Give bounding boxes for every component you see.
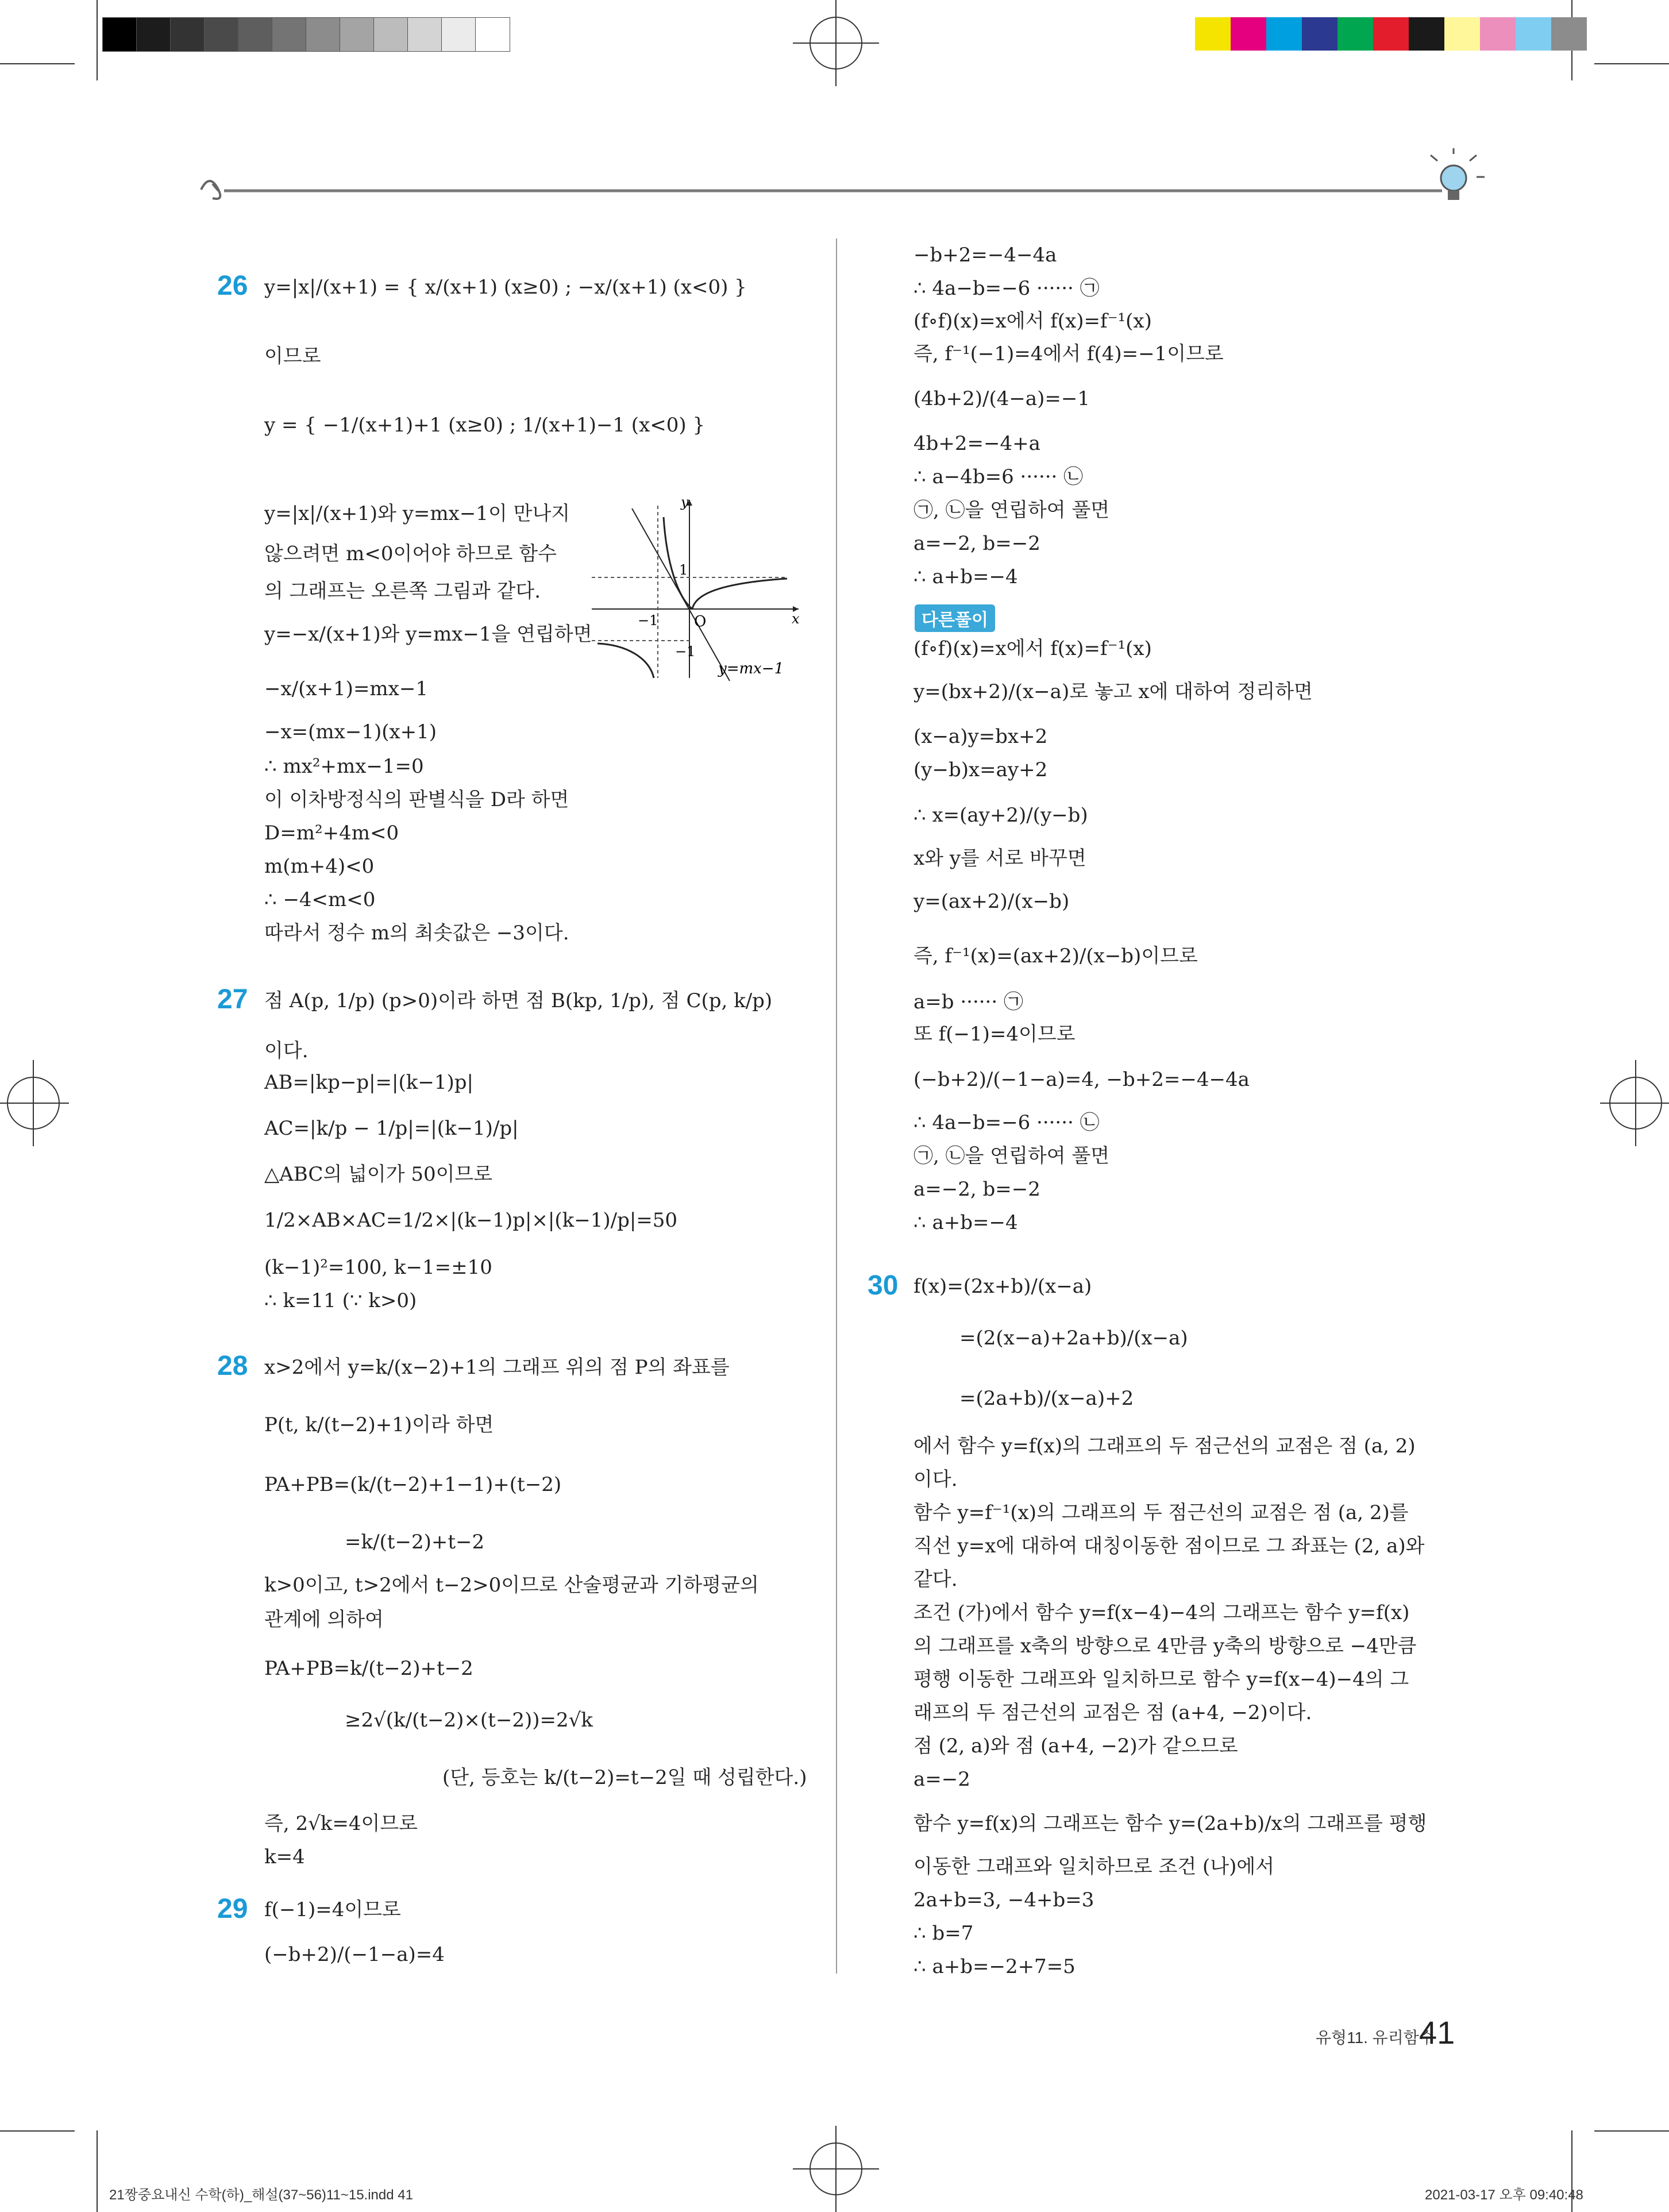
alt-line: 또 f(−1)=4이므로 [913, 1023, 1076, 1046]
file-name: 21짱중요내신 수학(하)_해설(37~56)11~15.indd 41 [109, 2187, 413, 2203]
registration-mark-left [0, 1060, 69, 1146]
p30-line: 함수 y=f(x)의 그래프는 함수 y=(2a+b)/x의 그래프를 평행 [913, 1812, 1427, 1835]
gray-swatch [441, 17, 476, 52]
problem-27-number: 27 [217, 984, 248, 1015]
gray-swatch [340, 17, 375, 52]
p26-line: D=m²+4m<0 [264, 822, 399, 845]
column-divider [836, 238, 837, 1974]
p30-line: 이다. [913, 1468, 958, 1491]
p29-cont-line: −b+2=−4−4a [913, 244, 1057, 267]
color-swatch [1444, 17, 1480, 51]
p30-line: 점 (2, a)와 점 (a+4, −2)가 같으므로 [913, 1735, 1238, 1758]
color-swatch [1195, 17, 1231, 51]
p26-line: y=|x|/(x+1) = { x/(x+1) (x≥0) ; −x/(x+1) (x<0) } [264, 276, 747, 299]
graph-origin: O [694, 613, 707, 630]
p26-line: 이 이차방정식의 판별식을 D라 하면 [264, 788, 569, 811]
graph-line-label: y=mx−1 [718, 660, 784, 677]
gray-swatch [136, 17, 171, 52]
gray-swatch [102, 17, 137, 52]
p28-line: PA+PB=k/(t−2)+t−2 [264, 1657, 473, 1680]
p28-line: (단, 등호는 k/(t−2)=t−2일 때 성립한다.) [442, 1766, 807, 1789]
p27-line: AB=|kp−p|=|(k−1)p| [264, 1071, 473, 1094]
print-timestamp: 2021-03-17 오후 09:40:48 [1425, 2187, 1583, 2203]
gray-swatch [306, 17, 341, 52]
p26-line: y=−x/(x+1)와 y=mx−1을 연립하면 [264, 623, 592, 646]
section-label: 유형11. 유리함수 [1316, 2029, 1435, 2047]
p30-line: 의 그래프를 x축의 방향으로 4만큼 y축의 방향으로 −4만큼 [913, 1635, 1417, 1658]
p30-line: ∴ a+b=−2+7=5 [913, 1955, 1076, 1978]
gray-swatch [272, 17, 307, 52]
registration-mark-right [1600, 1060, 1669, 1146]
p28-line: 즉, 2√k=4이므로 [264, 1812, 418, 1835]
problem-29-number: 29 [217, 1894, 248, 1924]
color-swatch [1231, 17, 1266, 51]
alt-line: (x−a)y=bx+2 [913, 725, 1048, 748]
p30-line: 함수 y=f⁻¹(x)의 그래프의 두 점근선의 교점은 점 (a, 2)를 [913, 1501, 1409, 1524]
lightbulb-icon [1442, 155, 1443, 156]
color-swatch [1337, 17, 1373, 51]
p30-line: ∴ b=7 [913, 1922, 974, 1945]
alt-line: x와 y를 서로 바꾸면 [913, 847, 1086, 870]
p26-line: ∴ −4<m<0 [264, 888, 376, 911]
p29-cont-line: (4b+2)/(4−a)=−1 [913, 387, 1090, 410]
p28-line: k=4 [264, 1845, 305, 1868]
p26-line: y=|x|/(x+1)와 y=mx−1이 만나지 [264, 502, 571, 525]
color-swatch [1409, 17, 1444, 51]
p29-cont-line: ㉠, ㉡을 연립하여 풀면 [913, 499, 1110, 522]
p29-cont-line: ∴ 4a−b=−6 ······ ㉠ [913, 277, 1100, 300]
p27-line: ∴ k=11 (∵ k>0) [264, 1289, 417, 1312]
graph-tick-neg-one-y: −1 [675, 643, 696, 660]
p26-line: 이므로 [264, 345, 321, 368]
gray-swatch [204, 17, 239, 52]
problem-26-number: 26 [217, 271, 248, 301]
p29-cont-line: (f∘f)(x)=x에서 f(x)=f⁻¹(x) [913, 310, 1152, 333]
alt-line: (f∘f)(x)=x에서 f(x)=f⁻¹(x) [913, 637, 1152, 660]
header-rule [190, 144, 1500, 207]
p27-line: 이다. [264, 1039, 309, 1062]
alt-line: ㉠, ㉡을 연립하여 풀면 [913, 1144, 1110, 1167]
registration-mark-top [793, 0, 879, 86]
p26-line: y = { −1/(x+1)+1 (x≥0) ; 1/(x+1)−1 (x<0) } [264, 414, 706, 437]
p28-line: k>0이고, t>2에서 t−2>0이므로 산술평균과 기하평균의 [264, 1574, 759, 1597]
p30-line: 평행 이동한 그래프와 일치하므로 함수 y=f(x−4)−4의 그 [913, 1668, 1409, 1691]
p29-line: f(−1)=4이므로 [264, 1898, 401, 1921]
p30-line: =(2a+b)/(x−a)+2 [959, 1387, 1134, 1410]
alt-line: y=(bx+2)/(x−a)로 놓고 x에 대하여 정리하면 [913, 680, 1313, 703]
problem-28-number: 28 [217, 1351, 248, 1381]
p30-line: =(2(x−a)+2a+b)/(x−a) [959, 1327, 1188, 1350]
alt-solution-tag: 다른풀이 [915, 604, 995, 632]
p30-line: 조건 (가)에서 함수 y=f(x−4)−4의 그래프는 함수 y=f(x) [913, 1601, 1410, 1624]
color-swatch [1373, 17, 1409, 51]
p27-line: 점 A(p, 1/p) (p>0)이라 하면 점 B(kp, 1/p), 점 C(p, k/p) [264, 989, 773, 1012]
p26-line: −x=(mx−1)(x+1) [264, 720, 437, 743]
p28-line: =k/(t−2)+t−2 [345, 1531, 485, 1554]
p29-cont-line: ∴ a+b=−4 [913, 565, 1018, 588]
color-swatch [1302, 17, 1337, 51]
p28-line: 관계에 의하여 [264, 1608, 384, 1631]
gray-swatch [407, 17, 442, 52]
p26-line: 따라서 정수 m의 최솟값은 −3이다. [264, 922, 569, 945]
p29-cont-line: ∴ a−4b=6 ······ ㉡ [913, 465, 1084, 488]
graph-tick-one: 1 [679, 562, 688, 578]
gray-swatch [238, 17, 273, 52]
p26-line: 의 그래프는 오른쪽 그림과 같다. [264, 580, 541, 603]
gray-swatch [373, 17, 408, 52]
p26-line: m(m+4)<0 [264, 855, 375, 878]
problem-30-number: 30 [868, 1270, 899, 1301]
alt-line: a=b ······ ㉠ [913, 991, 1023, 1013]
p28-line: ≥2√(k/(t−2)×(t−2))=2√k [345, 1709, 593, 1732]
p29-cont-line: 즉, f⁻¹(−1)=4에서 f(4)=−1이므로 [913, 342, 1224, 365]
p29-cont-line: 4b+2=−4+a [913, 432, 1040, 455]
p30-line: 직선 y=x에 대하여 대칭이동한 점이므로 그 좌표는 (2, a)와 [913, 1535, 1425, 1558]
graph-x-label: x [792, 611, 800, 627]
p29-cont-line: a=−2, b=−2 [913, 532, 1040, 555]
color-swatch [1551, 17, 1587, 51]
color-swatch [1516, 17, 1551, 51]
alt-line: 즉, f⁻¹(x)=(ax+2)/(x−b)이므로 [913, 945, 1198, 968]
alt-line: ∴ x=(ay+2)/(y−b) [913, 804, 1088, 827]
p30-line: 래프의 두 점근선의 교점은 점 (a+4, −2)이다. [913, 1701, 1312, 1724]
color-swatch [1266, 17, 1302, 51]
alt-line: ∴ a+b=−4 [913, 1211, 1018, 1234]
p26-line: 않으려면 m<0이어야 하므로 함수 [264, 542, 557, 565]
alt-line: (−b+2)/(−1−a)=4, −b+2=−4−4a [913, 1068, 1250, 1091]
p27-line: 1/2×AB×AC=1/2×|(k−1)p|×|(k−1)/p|=50 [264, 1209, 678, 1232]
gray-swatch [475, 17, 510, 52]
p27-line: (k−1)²=100, k−1=±10 [264, 1256, 492, 1279]
graph-tick-neg-one-x: −1 [638, 612, 658, 629]
p30-line: 에서 함수 y=f(x)의 그래프의 두 점근선의 교점은 점 (a, 2) [913, 1435, 1416, 1458]
color-swatch [1480, 17, 1516, 51]
p26-line: −x/(x+1)=mx−1 [264, 677, 428, 700]
p30-line: 이동한 그래프와 일치하므로 조건 (나)에서 [913, 1855, 1275, 1878]
p26-line: ∴ mx²+mx−1=0 [264, 755, 424, 778]
graph [592, 494, 810, 684]
p29-line: (−b+2)/(−1−a)=4 [264, 1943, 445, 1966]
p30-line: 같다. [913, 1568, 958, 1591]
p28-line: P(t, k/(t−2)+1)이라 하면 [264, 1413, 494, 1436]
p30-line: f(x)=(2x+b)/(x−a) [913, 1275, 1092, 1298]
page-number: 41 [1419, 2014, 1455, 2051]
alt-line: ∴ 4a−b=−6 ······ ㉡ [913, 1111, 1100, 1134]
alt-line: y=(ax+2)/(x−b) [913, 890, 1070, 913]
p30-line: a=−2 [913, 1768, 970, 1791]
p27-line: △ABC의 넓이가 50이므로 [264, 1163, 493, 1186]
p28-line: x>2에서 y=k/(x−2)+1의 그래프 위의 점 P의 좌표를 [264, 1356, 730, 1379]
alt-line: (y−b)x=ay+2 [913, 758, 1048, 781]
registration-mark-bottom [793, 2126, 879, 2212]
p27-line: AC=|k/p − 1/p|=|(k−1)/p| [264, 1117, 519, 1140]
gray-swatch [170, 17, 205, 52]
graph-y-label: y [681, 494, 689, 510]
p28-line: PA+PB=(k/(t−2)+1−1)+(t−2) [264, 1473, 562, 1496]
alt-line: a=−2, b=−2 [913, 1178, 1040, 1201]
p30-line: 2a+b=3, −4+b=3 [913, 1889, 1094, 1912]
